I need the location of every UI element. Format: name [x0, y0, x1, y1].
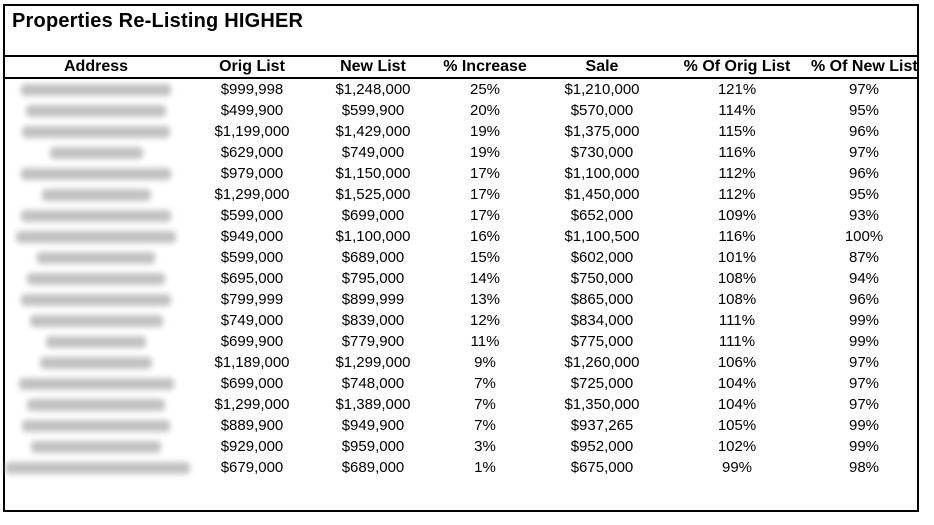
pct-of-new-list-cell: 97%	[848, 396, 880, 413]
orig-list-cell: $699,900	[220, 333, 284, 350]
orig-list-cell: $1,299,000	[214, 186, 290, 203]
pct-of-new-list-cell: 98%	[848, 459, 880, 476]
new-list-cell: $599,900	[341, 102, 405, 119]
table-row	[5, 100, 917, 121]
pct-of-orig-list-cell: 115%	[718, 123, 756, 140]
table-row	[5, 121, 917, 142]
pct-of-orig-list-cell: 111%	[718, 333, 756, 350]
column-header-sale: Sale	[541, 56, 663, 78]
address-cell-redacted	[5, 457, 187, 478]
redacted-address-blur	[30, 315, 163, 327]
redacted-address-blur	[22, 420, 170, 432]
pct-of-orig-list-cell: 121%	[717, 81, 757, 98]
properties-table	[5, 55, 917, 478]
redacted-address-blur	[40, 357, 152, 369]
sale-cell: $725,000	[570, 375, 634, 392]
address-cell-redacted	[5, 247, 187, 268]
pct-increase-cell: 20%	[469, 102, 501, 119]
sale-cell: $1,350,000	[564, 396, 640, 413]
orig-list-cell: $889,900	[220, 417, 284, 434]
orig-list-cell: $949,000	[220, 228, 284, 245]
orig-list-cell: $929,000	[220, 438, 284, 455]
orig-list-cell: $699,000	[220, 375, 284, 392]
redacted-address-blur	[21, 168, 171, 180]
sale-cell: $952,000	[570, 438, 634, 455]
redacted-address-blur	[21, 84, 171, 96]
pct-increase-cell: 15%	[469, 249, 501, 266]
orig-list-cell: $629,000	[220, 144, 284, 161]
new-list-cell: $1,100,000	[335, 228, 411, 245]
address-cell-redacted	[5, 205, 187, 226]
pct-increase-cell: 1%	[474, 459, 496, 476]
redacted-address-blur	[26, 105, 166, 117]
sale-cell: $750,000	[570, 270, 634, 287]
orig-list-cell: $1,199,000	[214, 123, 290, 140]
pct-increase-cell: 3%	[474, 438, 496, 455]
pct-of-new-list-cell: 95%	[848, 102, 880, 119]
new-list-cell: $1,389,000	[335, 396, 411, 413]
new-list-cell: $949,900	[341, 417, 405, 434]
redacted-address-blur	[50, 147, 143, 159]
orig-list-cell: $1,299,000	[214, 396, 290, 413]
pct-increase-cell: 7%	[474, 396, 496, 413]
pct-of-new-list-cell: 96%	[848, 291, 880, 308]
page-title: Properties Re-Listing HIGHER	[12, 10, 304, 32]
new-list-cell: $795,000	[341, 270, 405, 287]
table-row	[5, 163, 917, 184]
redacted-address-blur	[22, 126, 170, 138]
pct-of-orig-list-cell: 116%	[718, 228, 756, 245]
pct-of-orig-list-cell: 104%	[717, 375, 757, 392]
address-cell-redacted	[5, 184, 187, 205]
table-row	[5, 289, 917, 310]
orig-list-cell: $799,999	[220, 291, 284, 308]
address-cell-redacted	[5, 331, 187, 352]
sale-cell: $1,260,000	[564, 354, 640, 371]
new-list-cell: $748,000	[341, 375, 405, 392]
pct-increase-cell: 13%	[469, 291, 501, 308]
column-header-increase: % Increase	[429, 56, 541, 78]
pct-of-new-list-cell: 97%	[848, 144, 880, 161]
table-row	[5, 184, 917, 205]
pct-of-new-list-cell: 87%	[848, 249, 880, 266]
address-cell-redacted	[5, 121, 187, 142]
new-list-cell: $1,429,000	[335, 123, 411, 140]
new-list-cell: $959,000	[341, 438, 405, 455]
table-row	[5, 268, 917, 289]
new-list-cell: $699,000	[341, 207, 405, 224]
pct-increase-cell: 17%	[469, 207, 501, 224]
redacted-address-blur	[37, 252, 155, 264]
pct-of-orig-list-cell: 112%	[718, 165, 756, 182]
address-cell-redacted	[5, 394, 187, 415]
column-header-new-list: New List	[317, 56, 429, 78]
pct-increase-cell: 7%	[474, 417, 496, 434]
pct-of-new-list-cell: 93%	[848, 207, 880, 224]
address-cell-redacted	[5, 163, 187, 184]
orig-list-cell: $499,900	[220, 102, 284, 119]
column-header-of-orig-list: % Of Orig List	[663, 56, 811, 78]
report-frame	[3, 4, 919, 512]
pct-increase-cell: 19%	[469, 144, 501, 161]
orig-list-cell: $695,000	[220, 270, 284, 287]
sale-cell: $775,000	[570, 333, 634, 350]
address-cell-redacted	[5, 436, 187, 457]
table-row	[5, 205, 917, 226]
new-list-cell: $1,299,000	[335, 354, 411, 371]
pct-of-orig-list-cell: 99%	[721, 459, 753, 476]
sale-cell: $602,000	[570, 249, 634, 266]
pct-of-orig-list-cell: 108%	[717, 291, 757, 308]
pct-of-new-list-cell: 97%	[848, 81, 880, 98]
new-list-cell: $1,150,000	[335, 165, 411, 182]
new-list-cell: $689,000	[341, 249, 405, 266]
table-row	[5, 373, 917, 394]
column-header-address: Address	[5, 56, 187, 78]
new-list-cell: $899,999	[341, 291, 405, 308]
table-row	[5, 331, 917, 352]
pct-of-new-list-cell: 94%	[848, 270, 880, 287]
table-row	[5, 226, 917, 247]
redacted-address-blur	[46, 336, 146, 348]
redacted-address-blur	[31, 441, 161, 453]
pct-increase-cell: 19%	[469, 123, 501, 140]
pct-of-orig-list-cell: 106%	[717, 354, 757, 371]
redacted-address-blur	[21, 294, 171, 306]
new-list-cell: $1,248,000	[335, 81, 411, 98]
pct-of-new-list-cell: 97%	[848, 354, 880, 371]
orig-list-cell: $999,998	[220, 81, 284, 98]
redacted-address-blur	[27, 273, 165, 285]
pct-increase-cell: 9%	[474, 354, 496, 371]
sale-cell: $1,100,000	[564, 165, 640, 182]
pct-increase-cell: 25%	[469, 81, 501, 98]
orig-list-cell: $599,000	[220, 207, 284, 224]
table-header-row	[5, 56, 917, 78]
pct-of-new-list-cell: 95%	[848, 186, 880, 203]
pct-of-orig-list-cell: 104%	[717, 396, 757, 413]
table-row	[5, 436, 917, 457]
pct-of-new-list-cell: 99%	[848, 438, 880, 455]
pct-of-new-list-cell: 97%	[848, 375, 880, 392]
address-cell-redacted	[5, 415, 187, 436]
column-header-of-new-list: % Of New List	[811, 56, 917, 78]
address-cell-redacted	[5, 289, 187, 310]
pct-increase-cell: 7%	[474, 375, 496, 392]
new-list-cell: $749,000	[341, 144, 405, 161]
address-cell-redacted	[5, 310, 187, 331]
table-row	[5, 78, 917, 100]
pct-increase-cell: 14%	[469, 270, 501, 287]
pct-of-new-list-cell: 99%	[848, 312, 880, 329]
redacted-address-blur	[21, 210, 171, 222]
sale-cell: $834,000	[570, 312, 634, 329]
pct-of-orig-list-cell: 101%	[717, 249, 757, 266]
pct-increase-cell: 11%	[470, 333, 500, 350]
pct-of-new-list-cell: 99%	[848, 333, 880, 350]
pct-of-orig-list-cell: 112%	[718, 186, 756, 203]
address-cell-redacted	[5, 352, 187, 373]
redacted-address-blur	[27, 399, 165, 411]
pct-increase-cell: 16%	[469, 228, 501, 245]
sale-cell: $652,000	[570, 207, 634, 224]
sale-cell: $1,375,000	[564, 123, 640, 140]
new-list-cell: $779,900	[341, 333, 405, 350]
table-row	[5, 310, 917, 331]
pct-of-orig-list-cell: 108%	[717, 270, 757, 287]
sale-cell: $1,210,000	[564, 81, 640, 98]
pct-of-new-list-cell: 99%	[848, 417, 880, 434]
pct-of-orig-list-cell: 114%	[718, 102, 756, 119]
orig-list-cell: $1,189,000	[214, 354, 290, 371]
pct-of-new-list-cell: 96%	[848, 123, 880, 140]
sale-cell: $570,000	[570, 102, 634, 119]
pct-of-orig-list-cell: 109%	[717, 207, 757, 224]
sale-cell: $730,000	[570, 144, 634, 161]
table-row	[5, 415, 917, 436]
pct-increase-cell: 12%	[469, 312, 501, 329]
pct-of-orig-list-cell: 102%	[717, 438, 757, 455]
address-cell-redacted	[5, 78, 187, 100]
table-row	[5, 352, 917, 373]
new-list-cell: $1,525,000	[335, 186, 411, 203]
address-cell-redacted	[5, 226, 187, 247]
table-row	[5, 142, 917, 163]
sale-cell: $1,100,500	[564, 228, 640, 245]
address-cell-redacted	[5, 100, 187, 121]
pct-increase-cell: 17%	[469, 186, 501, 203]
orig-list-cell: $599,000	[220, 249, 284, 266]
table-row	[5, 247, 917, 268]
pct-of-orig-list-cell: 105%	[717, 417, 757, 434]
sale-cell: $675,000	[570, 459, 634, 476]
sale-cell: $1,450,000	[564, 186, 640, 203]
orig-list-cell: $679,000	[220, 459, 284, 476]
new-list-cell: $839,000	[341, 312, 405, 329]
orig-list-cell: $749,000	[220, 312, 284, 329]
pct-of-new-list-cell: 96%	[848, 165, 880, 182]
table-row	[5, 394, 917, 415]
address-cell-redacted	[5, 142, 187, 163]
pct-of-new-list-cell: 100%	[844, 228, 884, 245]
orig-list-cell: $979,000	[220, 165, 284, 182]
pct-of-orig-list-cell: 116%	[718, 144, 756, 161]
sale-cell: $865,000	[570, 291, 634, 308]
table-row	[5, 457, 917, 478]
pct-increase-cell: 17%	[469, 165, 501, 182]
redacted-address-blur	[16, 231, 176, 243]
column-header-orig-list: Orig List	[187, 56, 317, 78]
new-list-cell: $689,000	[341, 459, 405, 476]
address-cell-redacted	[5, 268, 187, 289]
pct-of-orig-list-cell: 111%	[718, 312, 756, 329]
redacted-address-blur	[42, 189, 151, 201]
redacted-address-blur	[5, 462, 190, 474]
sale-cell: $937,265	[570, 417, 634, 434]
address-cell-redacted	[5, 373, 187, 394]
redacted-address-blur	[19, 378, 174, 390]
